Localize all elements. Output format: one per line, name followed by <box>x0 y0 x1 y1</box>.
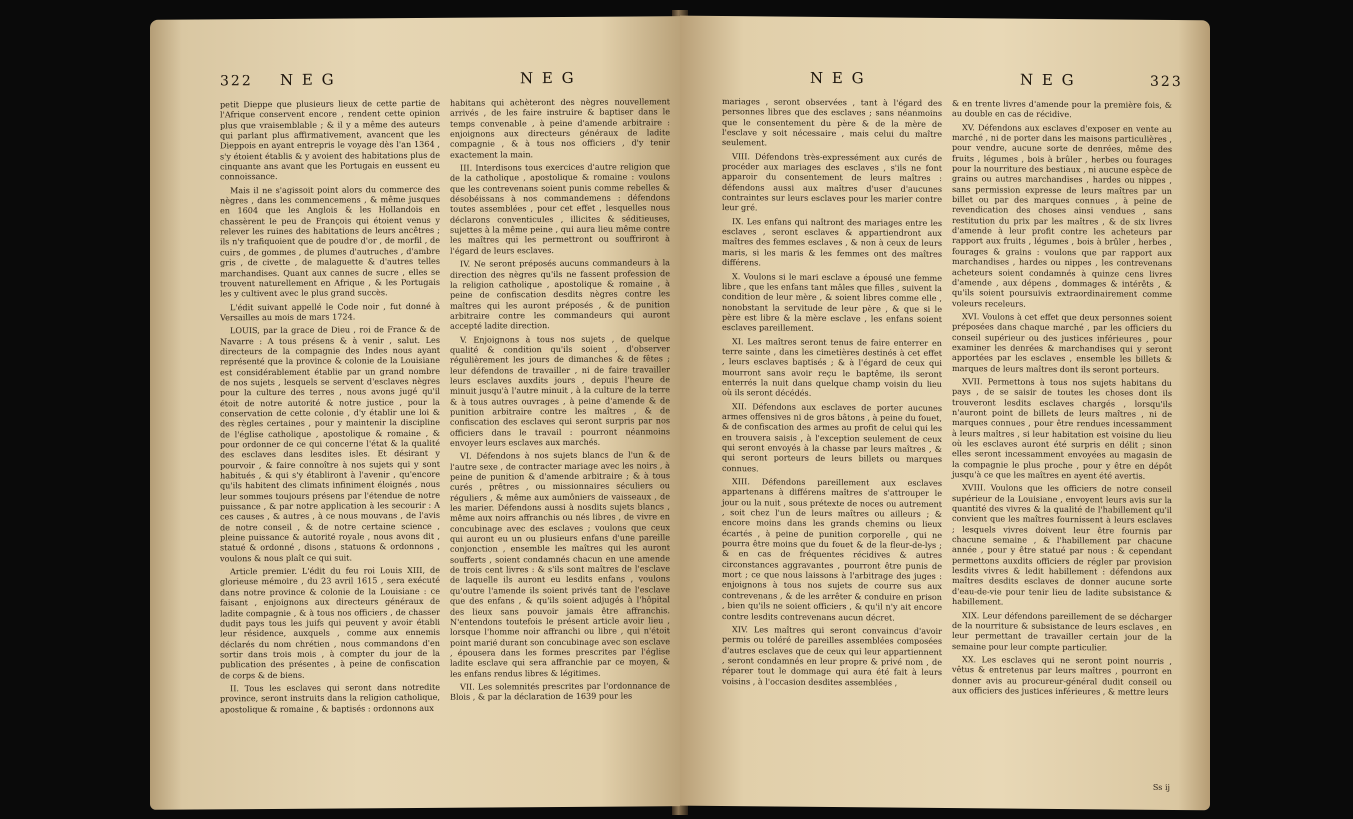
paragraph: XIX. Leur défendons pareillement de se décharger de la nourriture & subsistance de leurs esclaves , en leur permettant de travailler certain jour de la semaine pour leur compte particulier. <box>952 609 1172 652</box>
paragraph: IX. Les enfans qui naîtront des mariages entre les esclaves , seront esclaves & appartiendront aux maîtres des femmes esclaves , & non à ceux de leurs maris, si les maris & les femmes ont des maîtres différens. <box>722 215 942 268</box>
paragraph: habitans qui achèteront des nègres nouvellement arrivés , de les faire instruire & baptiser dans le temps convenable , à peine d'amende arbitraire : enjoignons aux directeurs généraux de ladite compagnie , & à tous nos officiers , d'y tenir exactement la main. <box>450 96 670 160</box>
paragraph: petit Dieppe que plusieurs lieux de cette partie de l'Afrique conservent encore , rendent cette opinion plus que vraisemblable ; & il y a même des auteurs qui parlant plus affirmativement, avancent que les Dieppois en ayant entrepris le voyage dès l'an 1364 , s'y étoient établis & y avoient des habitations plus de cinquante ans avant que les Portugais en eussent eu connoissance. <box>220 97 440 182</box>
paragraph: VI. Défendons à nos sujets blancs de l'un & de l'autre sexe , de contracter mariage avec les noirs , à peine de punition & d'amende arbitraire ; & à tous curés , prêtres , ou missionnaires séculiers ou réguliers , & même aux aumôniers de vaisseaux , de les marier. Défendons aussi à nosdits sujets blancs , même aux noirs affranchis ou nés libres , de vivre en concubinage avec des esclaves ; voulons que ceux qui auront eu un ou plusieurs enfans d'une pareille conjonction , ensemble les maîtres qui les auront soufferts , soient condamnés chacun en une amende de trois cent livres : & s'ils sont maîtres de l'esclave de laquelle ils auront eu lesdits enfans , voulons qu'outre l'amende ils soient privés tant de l'esclave que des enfans , & qu'ils soient adjugés à l'hôpital des lieux sans pouvoir jamais être affranchis. N'entendons toutefois le présent article avoir lieu , lorsque l'homme noir affranchi ou libre , qui n'étoit point marié durant son concubinage avec son esclave , épousera dans les formes prescrites par l'église ladite esclave qui sera affranchie par ce moyen, & les enfans rendus libres & légitimes. <box>450 449 671 679</box>
paragraph: XVIII. Voulons que les officiers de notre conseil supérieur de la Louisiane , envoyent leurs avis sur la quantité des vivres & la qualité de l'habillement qu'il convient que les maîtres fournissent à leurs esclaves ; lesquels vivres doivent leur être fournis par chacune semaine , & l'habillement par chacune année , pour y être statué par nous : & cependant permettons auxdits officiers de régler par provision lesdits vivres & ledit habillement : défendons aux maîtres desdits esclaves de donner aucune sorte d'eau-de-vie pour tenir lieu de ladite subsistance & habillement. <box>952 482 1172 607</box>
paragraph: VII. Les solemnités prescrites par l'ordonnance de Blois , & par la déclaration de 1639 pour les <box>450 680 670 703</box>
left-column-1 <box>220 98 440 717</box>
paragraph: II. Tous les esclaves qui seront dans notredite province, seront instruits dans la religion catholique, apostolique & romaine , & baptisés : ordonnons aux <box>220 681 440 714</box>
right-page-number: 323 <box>1150 73 1183 91</box>
paragraph: & en trente livres d'amende pour la première fois, & au double en cas de récidive. <box>952 98 1172 120</box>
left-column-2 <box>450 96 670 705</box>
right-running-head-1: N E G <box>810 68 866 88</box>
paragraph: XI. Les maîtres seront tenus de faire enterrer en terre sainte , dans les cimetières destinés à cet effet , leurs esclaves baptisés ; & à l'égard de ceux qui mourront sans avoir reçu le baptême, ils seront enterrés la nuit dans quelque champ voisin du lieu où ils seront décédés. <box>722 335 942 399</box>
paragraph: XVII. Permettons à tous nos sujets habitans du pays , de se saisir de toutes les choses dont ils trouveront lesdits esclaves chargés , lorsqu'ils n'auront point de billets de leurs maîtres , ni de marques connues , pour être rendues incessamment à leurs maîtres , si leur habitation est voisine du lieu où les esclaves auront été surpris en délit ; sinon elles seront incessamment envoyées au magasin de la compagnie le plus proche , pour y être en dépôt jusqu'à ce que les maîtres en ayent été avertis. <box>952 376 1172 481</box>
paragraph: Mais il ne s'agissoit point alors du commerce des nègres , dans les commencemens , & même jusques en 1604 que les Anglois & les Hollandois en chassèrent le peu de François qui étoient venus y relever les ruines des habitations de leurs ancêtres ; ils n'y trafiquoient que de poudre d'or , de morfil , de cuirs , de gommes , de plumes d'autruches , d'ambre gris , de civette , de malaguette & d'autres telles marchandises. Quant aux cannes de sucre , elles se trouvent naturellement en Afrique , & les Portugais les y cultivent avec le plus grand succès. <box>220 183 440 299</box>
paragraph: X. Voulons si le mari esclave a épousé une femme libre , que les enfans tant mâles que filles , suivent la condition de leur mère , & soient libres comme elle , nonobstant la servitude de leur père , & que si le père est libre & la mère esclave , les enfans soient esclaves pareillement. <box>722 270 942 334</box>
paragraph: L'édit suivant appellé le Code noir , fut donné à Versailles au mois de mars 1724. <box>220 300 440 323</box>
paragraph: XIV. Les maîtres qui seront convaincus d'avoir permis ou toléré de pareilles assemblées composées d'autres esclaves que de ceux qui leur appartiennent , seront condamnés en leur propre & privé nom , de réparer tout le dommage qui aura été fait à leurs voisins , à l'occasion desdites assemblées , <box>722 623 942 688</box>
right-column-1 <box>722 96 942 691</box>
signature-mark: Ss ij <box>1152 782 1170 792</box>
right-column-2 <box>952 98 1172 700</box>
paragraph: V. Enjoignons à tous nos sujets , de quelque qualité & condition qu'ils soient , d'observer régulièrement les jours de dimanches & de fêtes ; leur défendons de travailler , ni de faire travailler leurs esclaves auxdits jours , depuis l'heure de minuit jusqu'à l'autre minuit , à la culture de la terre & à tous autres ouvrages , à peine d'amende & de punition arbitraire contre les maîtres , & de confiscation des esclaves qui seront surpris par nos officiers dans le travail : pourront néanmoins envoyer leurs esclaves aux marchés. <box>450 332 670 448</box>
left-running-head-1: N E G <box>280 70 336 89</box>
left-page-number: 322 <box>220 73 253 90</box>
paragraph: XX. Les esclaves qui ne seront point nourris , vêtus & entretenus par leurs maîtres , pourront en donner avis au procureur-général dudit conseil ou aux officiers des justices inférieures , & mettre leurs <box>952 654 1172 697</box>
paragraph: XII. Défendons aux esclaves de porter aucunes armes offensives ni de gros bâtons , à peine du fouet, & de confiscation des armes au profit de celui qui les en trouvera saisis , à l'exception seulement de ceux qui seront envoyés à la chasse par leurs maîtres , & qui seront porteurs de leurs billets ou marques connues. <box>722 400 942 474</box>
paragraph: XV. Défendons aux esclaves d'exposer en vente au marché , ni de porter dans les maisons particulières , pour vendre, aucune sorte de denrées, même des fruits , légumes , bois à brûler , herbes ou fourages pour la nourriture des bestiaux , ni aucune espèce de grains ou autres marchandises , hardes ou nippes , sans permission expresse de leurs maîtres par un billet ou par des marques connues , à peine de revendication des choses ainsi vendues , sans restitution du prix par les maîtres , & de six livres d'amende à leur profit contre les acheteurs par rapport aux fruits , légumes , bois à brûler , herbes , fourages & grains : voulons que par rapport aux marchandises , hardes ou nippes , les contrevenans acheteurs soient condamnés à quinze cens livres d'amende , aux dépens , dommages & intérêts , & qu'ils soient poursuivis extraordinairement comme voleurs receleurs. <box>952 121 1172 309</box>
paragraph: XIII. Défendons pareillement aux esclaves appartenans à différens maîtres de s'attrouper le jour ou la nuit , sous prétexte de noces ou autrement , soit chez l'un de leurs maîtres ou ailleurs ; & encore moins dans les grands chemins ou lieux écartés , à peine de punition corporelle , qui ne pourra être moins que du fouet & de la fleur-de-lys ; & en cas de fréquentes récidives & autres circonstances aggravantes , pourront être punis de mort ; ce que nous laissons à l'arbitrage des juges : enjoignons à tous nos sujets de courre sus aux contrevenans , & de les arrêter & conduire en prison , bien qu'ils ne soient officiers , & qu'il n'y ait encore contre lesdits contrevenans aucun décret. <box>722 476 942 623</box>
paragraph: LOUIS, par la grace de Dieu , roi de France & de Navarre : A tous présens & à venir , salut. Les directeurs de la compagnie des Indes nous ayant représenté que la province & colonie de la Louisiane est considérablement établie par un grand nombre de nos sujets , lesquels se servent d'esclaves nègres pour la culture des terres , nous avons jugé qu'il étoit de notre autorité & notre justice , pour la conservation de cette colonie , d'y établir une loi & des règles certaines , pour y maintenir la discipline de l'église catholique , apostolique & romaine , & pour ordonner de ce qui concerne l'état & la qualité des esclaves dans lesdites isles. Et désirant y pourvoir , & faire connoître à nos sujets qui y sont habitués , & qui s'y établiront à l'avenir , qu'encore qu'ils habitent des climats infiniment éloignés , nous leur sommes toujours présens par l'étendue de notre puissance , & par notre application à les secourir : A ces causes , & autres , à ce nous mouvans , de l'avis de notre conseil , & de notre certaine science , pleine puissance & autorité royale , nous avons dit , statué & ordonné , disons , statuons & ordonnons , voulons & nous plaît ce qui suit. <box>220 324 440 564</box>
paragraph: III. Interdisons tous exercices d'autre religion que de la catholique , apostolique & romaine : voulons que les contrevenans soient punis comme rebelles & désobéissans à nos commandemens : défendons toutes assemblées , pour cet effet , lesquelles nous déclarons conventicules , illicites & séditieuses, sujettes à la même peine , qui aura lieu même contre les maîtres qui les permettront ou souffriront à l'égard de leurs esclaves. <box>450 161 670 256</box>
paragraph: VIII. Défendons très-expressément aux curés de procéder aux mariages des esclaves , s'ils ne font apparoir du consentement de leurs maîtres : défendons aussi aux maîtres d'user d'aucunes contraintes sur leurs esclaves pour les marier contre leur gré. <box>722 150 942 213</box>
right-page <box>680 16 1210 811</box>
left-page <box>150 16 680 810</box>
paragraph: Article premier. L'édit du feu roi Louis XIII, de glorieuse mémoire , du 23 avril 1615 , sera exécuté dans notre province & colonie de la Louisiane : ce faisant , enjoignons aux directeurs généraux de ladite compagnie , & à tous nos officiers , de chasser dudit pays tous les juifs qui peuvent y avoir établi leur résidence, auxquels , comme aux ennemis déclarés du nom chrétien , nous commandons d'en sortir dans trois mois , à compter du jour de la publication des présentes , à peine de confiscation de corps & de biens. <box>220 564 440 680</box>
left-running-head-2: N E G <box>520 68 576 88</box>
right-running-head-2: N E G <box>1020 70 1076 90</box>
paragraph: IV. Ne seront préposés aucuns commandeurs à la direction des nègres qu'ils ne fassent profession de la religion catholique , apostolique & romaine , à peine de confiscation desdits nègres contre les maîtres qui les auront préposés , & de punition arbitraire contre les commandeurs qui auront accepté ladite direction. <box>450 257 670 331</box>
paragraph: XVI. Voulons à cet effet que deux personnes soient préposées dans chaque marché , par les officiers du conseil supérieur ou des justices inférieures , pour examiner les denrées & marchandises qui y seront apportées par les esclaves , ensemble les billets & marques de leurs maîtres dont ils seront porteurs. <box>952 311 1172 375</box>
paragraph: mariages , seront observées , tant à l'égard des personnes libres que des esclaves ; sans néanmoins que le consentement du père & de la mère de l'esclave y soit nécessaire , mais celui du maître seulement. <box>722 96 942 148</box>
